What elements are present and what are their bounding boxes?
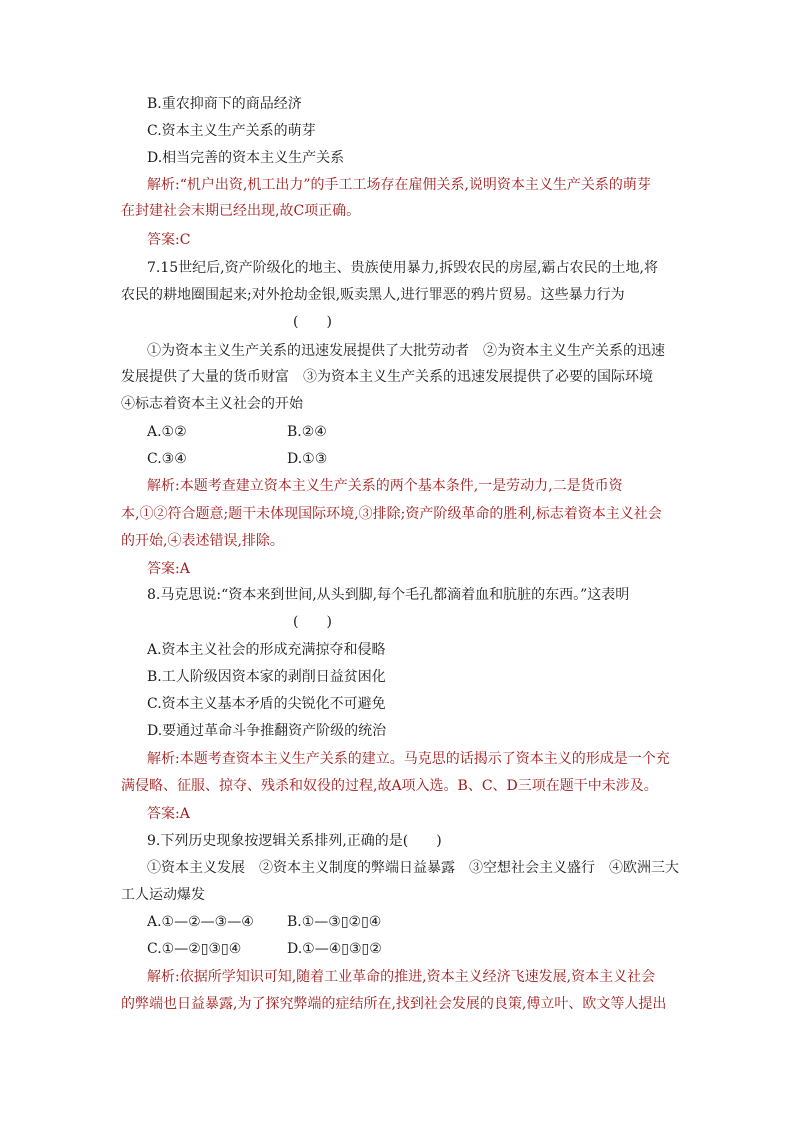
- q8-option-a: A.资本主义社会的形成充满掠夺和侵略: [147, 642, 386, 658]
- q9-analysis-line-1: 解析:依据所学知识可知,随着工业革命的推进,资本主义经济飞速发展,资本主义社会: [147, 969, 656, 985]
- q7-option-c: C.③④: [147, 451, 187, 467]
- q7-answer-blank: ( ): [293, 314, 332, 330]
- q7-analysis-line-2: 本,①②符合题意;题干未体现国际环境,③排除;资产阶级革命的胜利,标志着资本主义社会: [121, 506, 662, 522]
- q9-option-d: D.①—④▯③▯②: [287, 941, 382, 957]
- q8-analysis-line-1: 解析:本题考查资本主义生产关系的建立。马克思的话揭示了资本主义的形成是一个充: [147, 751, 670, 767]
- q9-option-a: A.①—②—③—④: [147, 914, 254, 930]
- q7-analysis-line-3: 的开始,④表述错误,排除。: [121, 533, 284, 549]
- q6-option-d: D.相当完善的资本主义生产关系: [147, 150, 345, 166]
- q6-option-c: C.资本主义生产关系的萌芽: [147, 123, 316, 139]
- q8-answer: 答案:A: [147, 806, 190, 822]
- q7-items-line-3: ④标志着资本主义社会的开始: [121, 396, 303, 412]
- q8-option-c: C.资本主义基本矛盾的尖锐化不可避免: [147, 696, 386, 712]
- q6-analysis-line-2: 在封建社会末期已经出现,故C项正确。: [121, 203, 361, 219]
- q9-items-line-2: 工人运动爆发: [121, 887, 205, 903]
- q7-stem-line-1: 7.15世纪后,资产阶级化的地主、贵族使用暴力,拆毁农民的房屋,霸占农民的土地,将: [147, 260, 658, 276]
- q7-answer: 答案:A: [147, 561, 190, 577]
- q7-option-d: D.①③: [287, 451, 328, 467]
- q8-stem-line-1: 8.马克思说:“资本来到世间,从头到脚,每个毛孔都滴着血和肮脏的东西。”这表明: [147, 587, 630, 603]
- q6-answer: 答案:C: [147, 232, 191, 248]
- q6-option-b: B.重农抑商下的商品经济: [147, 96, 302, 112]
- q9-analysis-line-2: 的弊端也日益暴露,为了探究弊端的症结所在,找到社会发展的良策,傅立叶、欧文等人提出: [121, 996, 667, 1012]
- q8-analysis-line-2: 满侵略、征服、掠夺、残杀和奴役的过程,故A项入选。B、C、D三项在题干中未涉及。: [121, 778, 658, 794]
- q7-stem-line-2: 农民的耕地圈围起来;对外抢劫金银,贩卖黑人,进行罪恶的鸦片贸易。这些暴力行为: [121, 287, 625, 303]
- q8-answer-blank: ( ): [293, 614, 332, 630]
- q6-analysis-line-1: 解析:“机户出资,机工出力”的手工工场存在雇佣关系,说明资本主义生产关系的萌芽: [147, 177, 651, 193]
- q7-option-b: B.②④: [287, 424, 327, 440]
- q7-items-line-2: 发展提供了大量的货币财富 ③为资本主义生产关系的迅速发展提供了必要的国际环境: [121, 369, 653, 385]
- q7-analysis-line-1: 解析:本题考查建立资本主义生产关系的两个基本条件,一是劳动力,二是货币资: [147, 478, 623, 494]
- q9-option-b: B.①—③▯②▯④: [287, 914, 382, 930]
- q8-option-d: D.要通过革命斗争推翻资产阶级的统治: [147, 723, 387, 739]
- q7-items-line-1: ①为资本主义生产关系的迅速发展提供了大批劳动者 ②为资本主义生产关系的迅速: [147, 343, 665, 359]
- q9-option-c: C.①—②▯③▯④: [147, 941, 242, 957]
- q8-option-b: B.工人阶级因资本家的剥削日益贫困化: [147, 669, 386, 685]
- q7-option-a: A.①②: [147, 424, 187, 440]
- q9-items-line-1: ①资本主义发展 ②资本主义制度的弊端日益暴露 ③空想社会主义盛行 ④欧洲三大: [147, 860, 679, 876]
- q9-stem-line-1: 9.下列历史现象按逻辑关系排列,正确的是( ): [147, 833, 442, 849]
